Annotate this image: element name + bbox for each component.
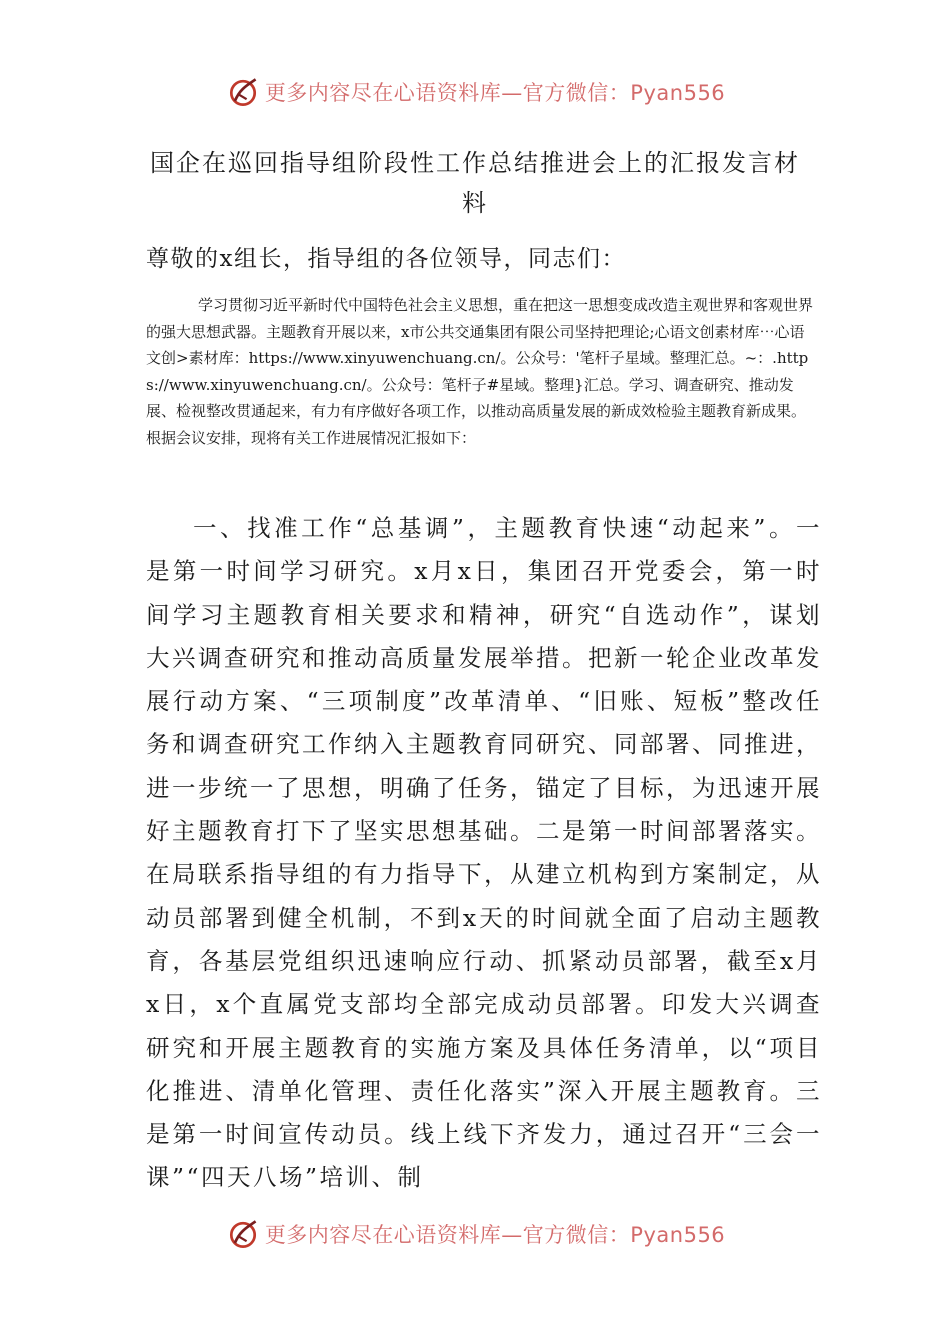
intro-paragraph: 学习贯彻习近平新时代中国特色社会主义思想，重在把这一思想变成改造主观世界和客观世界的强大思想武器。主题教育开展以来，x市公共交通集团有限公司坚持把理论;心语文创素材库⋯心语文创>素材库：https://www.xinyuwenchuang.cn/。公众号：'笔杆子星域。整理汇总。~：.https://www.xinyuwenchuang.cn/。公众号：笔杆子#星域。整理}汇总。学习、调查研究、推动发展、检视整改贯通起来，有力有序做好各项工作，以推动高质量发展的新成效检验主题教育新成果。根据会议安排，现将有关工作进展情况汇报如下：	[146, 296, 814, 447]
logo-icon	[225, 1216, 261, 1252]
document-title: 国企在巡回指导组阶段性工作总结推进会上的汇报发言材料	[150, 149, 800, 217]
section-1-paragraph: 一、找准工作“总基调”，主题教育快速“动起来”。一是第一时间学习研究。x月x日，集团召开党委会，第一时间学习主题教育相关要求和精神，研究“自选动作”，谋划大兴调查研究和推动高质量发展举措。把新一轮企业改革发展行动方案、“三项制度”改革清单、“旧账、短板”整改任务和调查研究工作纳入主题教育同研究、同部署、同推进，进一步统一了思想，明确了任务，锚定了目标，为迅速开展好主题教育打下了坚实思想基础。二是第一时间部署落实。在局联系指导组的有力指导下，从建立机构到方案制定，从动员部署到健全机制，不到x天的时间就全面了启动主题教育，各基层党组织迅速响应行动、抓紧动员部署，截至x月x日，x个直属党支部均全部完成动员部署。印发大兴调查研究和开展主题教育的实施方案及具体任务清单，以“项目化推进、清单化管理、责任化落实”深入开展主题教育。三是第一时间宣传动员。线上线下齐发力，通过召开“三会一课”“四天八场”培训、制	[146, 514, 822, 1192]
footer-banner	[0, 1214, 950, 1254]
header-banner	[0, 72, 950, 112]
banner-text: 更多内容尽在心语资料库—官方微信：Pyan556	[264, 81, 726, 105]
banner-text: 更多内容尽在心语资料库—官方微信：Pyan556	[264, 1223, 726, 1247]
salutation: 尊敬的x组长，指导组的各位领导，同志们：	[146, 246, 626, 272]
logo-icon	[225, 74, 261, 110]
